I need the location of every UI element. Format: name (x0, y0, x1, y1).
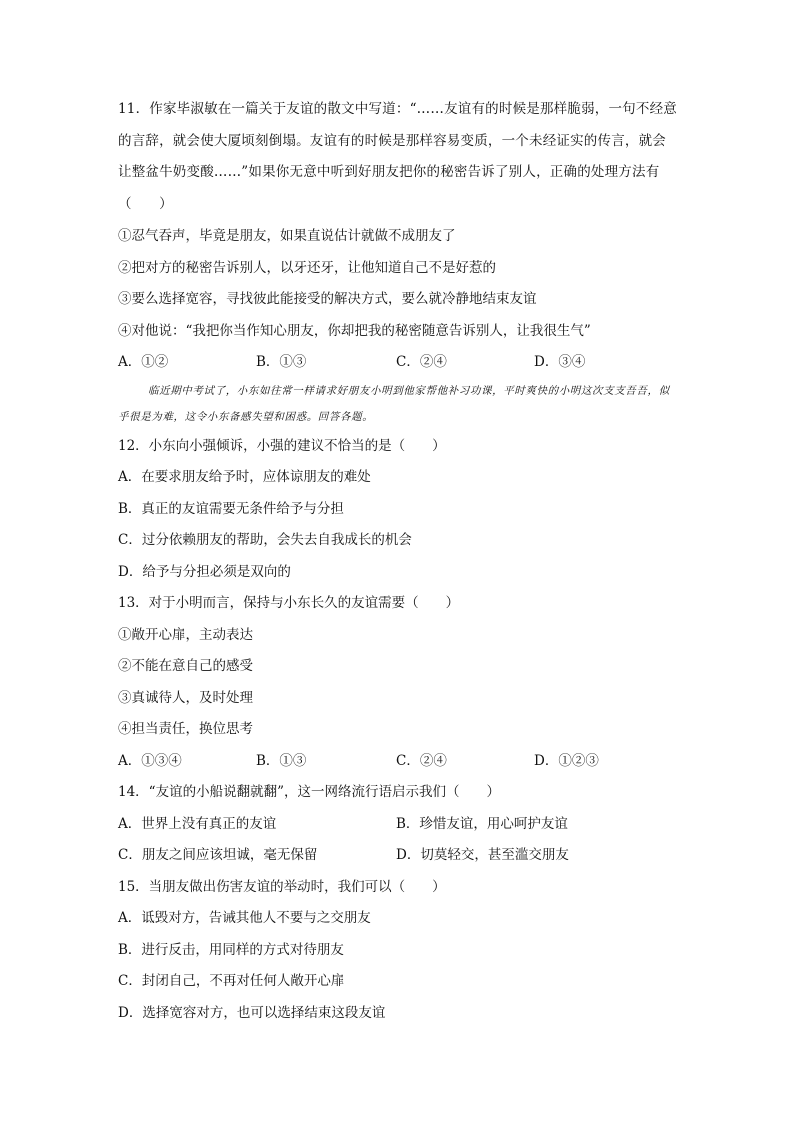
question-14-options-row-1 (118, 814, 678, 834)
question-15-option-c[interactable]: C．封闭自己，不再对任何人敞开心扉 (118, 973, 345, 989)
question-14-option-d[interactable]: D．切莫轻交，甚至滥交朋友 (396, 847, 569, 863)
question-13-option-a[interactable]: A．①③④ (118, 752, 182, 769)
question-12-stem: 12．小东向小强倾诉，小强的建议不恰当的是（ ） (118, 437, 446, 454)
question-11-item-4: ④对他说：“我把你当作知心朋友，你却把我的秘密随意告诉别人，让我很生气” (118, 322, 591, 339)
question-12-option-b[interactable]: B．真正的友谊需要无条件给予与分担 (118, 500, 344, 517)
question-14-stem: 14．“友谊的小船说翻就翻”，这一网络流行语启示我们（ ） (118, 784, 500, 800)
question-15-option-a[interactable]: A．诋毁对方，告诫其他人不要与之交朋友 (118, 910, 371, 926)
question-11-option-c[interactable]: C．②④ (396, 354, 447, 370)
question-11-option-d[interactable]: D．③④ (534, 354, 586, 370)
question-15-stem: 15．当朋友做出伤害友谊的举动时，我们可以（ ） (118, 878, 446, 895)
question-13-item-4: ④担当责任，换位思考 (118, 721, 253, 737)
question-14-option-b[interactable]: B．珍惜友谊，用心呵护友谊 (396, 815, 568, 832)
question-13-option-b[interactable]: B．①③ (256, 752, 307, 769)
question-list (118, 100, 678, 1034)
question-12-option-a[interactable]: A．在要求朋友给予时，应体谅朋友的难处 (118, 469, 371, 485)
question-11-stem: 11．作家毕淑敏在一篇关于友谊的散文中写道：“……友谊有的时候是那样脆弱，一句不经意的言辞，就会使大厦顷刻倒塌。友谊有的时候是那样容易变质，一个未经证实的传言，就会让整盆牛奶变酸……”如果你无意中听到好朋友把你的秘密告诉了别人，正确的处理方法有（ ） (118, 101, 677, 212)
question-11-item-2: ②把对方的秘密告诉别人，以牙还牙，让他知道自己不是好惹的 (118, 259, 496, 276)
question-13-option-d[interactable]: D．①②③ (534, 752, 599, 769)
question-13-item-3: ③真诚待人，及时处理 (118, 689, 253, 706)
question-11-option-a[interactable]: A．①② (118, 354, 169, 370)
question-12-option-c[interactable]: C．过分依赖朋友的帮助，会失去自我成长的机会 (118, 532, 412, 548)
question-11-item-1: ①忍气吞声，毕竟是朋友，如果直说估计就做不成朋友了 (118, 228, 456, 244)
question-12-option-d[interactable]: D．给予与分担必须是双向的 (118, 563, 291, 580)
question-13-stem: 13．对于小明而言，保持与小东长久的友谊需要（ ） (118, 595, 460, 611)
question-13-options (118, 751, 678, 771)
question-13-item-1: ①敞开心扉，主动表达 (118, 626, 253, 643)
question-11-item-3: ③要么选择宽容，寻找彼此能接受的解决方式，要么就冷静地结束友谊 (118, 291, 537, 307)
reading-material: 临近期中考试了，小东如往常一样请求好朋友小明到他家帮他补习功课，平时爽快的小明这次支支吾吾，似乎很是为难，这令小东备感失望和困惑。回答各题。 (118, 384, 670, 423)
question-11 (118, 94, 678, 220)
question-14-option-a[interactable]: A．世界上没有真正的友谊 (118, 815, 277, 832)
question-15-option-b[interactable]: B．进行反击，用同样的方式对待朋友 (118, 941, 344, 958)
question-14-options-row-2 (118, 845, 678, 865)
question-11-option-b[interactable]: B．①③ (256, 354, 307, 370)
question-15-option-d[interactable]: D．选择宽容对方，也可以选择结束这段友谊 (118, 1004, 386, 1021)
question-11-options (118, 352, 678, 372)
question-13-option-c[interactable]: C．②④ (396, 752, 447, 769)
question-14-option-c[interactable]: C．朋友之间应该坦诚，毫无保留 (118, 847, 318, 863)
question-13-item-2: ②不能在意自己的感受 (118, 658, 253, 674)
